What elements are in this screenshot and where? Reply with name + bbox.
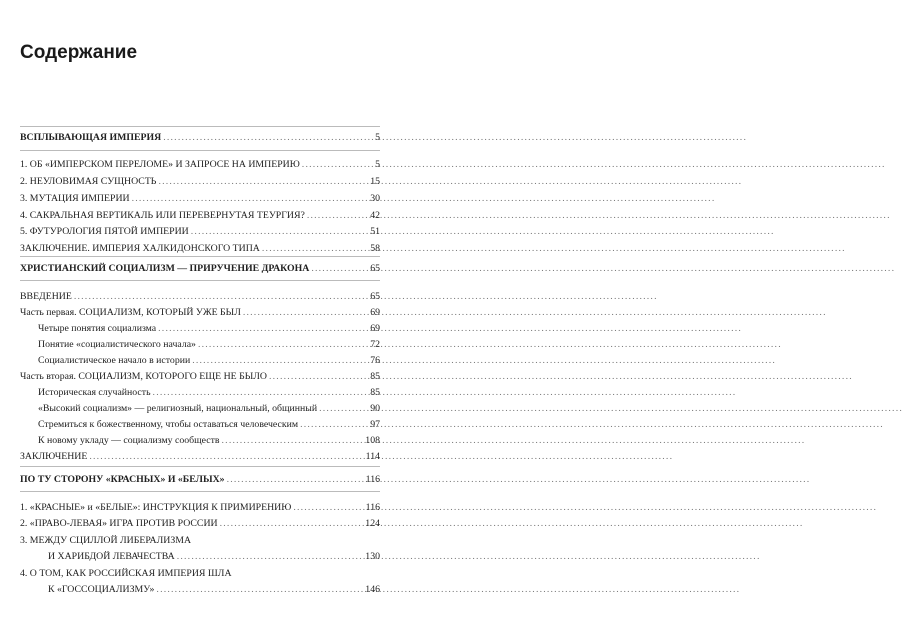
toc-entry: ЗАКЛЮЧЕНИЕ. ИМПЕРИЯ ХАЛКИДОНСКОГО ТИПА ..... 58: [20, 243, 380, 255]
divider: [20, 126, 380, 127]
toc-entry: 1. ОБ «ИМПЕРСКОМ ПЕРЕЛОМЕ» И ЗАПРОСЕ НА ИМПЕРИЮ ..... 5: [20, 159, 380, 171]
toc-entry: 3. МЕЖДУ СЦИЛЛОЙ ЛИБЕРАЛИЗМА: [20, 535, 192, 546]
divider: [20, 491, 380, 492]
divider: [20, 280, 380, 281]
toc-entry-section-2: ХРИСТИАНСКИЙ СОЦИАЛИЗМ — ПРИРУЧЕНИЕ ДРАКОНА ..... 65: [20, 263, 380, 275]
toc-page: [0, 0, 400, 632]
toc-entry: И ХАРИБДОЙ ЛЕВАЧЕСТВА ..... 130: [48, 551, 380, 563]
toc-entry: 4. О ТОМ, КАК РОССИЙСКАЯ ИМПЕРИЯ ШЛА: [20, 568, 232, 579]
toc-entry: Стремиться к божественному, чтобы оставаться человеческим ..... 97: [38, 419, 380, 431]
page-title: Содержание: [20, 42, 138, 63]
toc-entry: К новому укладу — социализму сообществ ..... 108: [38, 435, 380, 447]
toc-entry: «Высокий социализм» — религиозный, национальный, общинный ..... 90: [38, 403, 380, 415]
toc-entry: 1. «КРАСНЫЕ» и «БЕЛЫЕ»: ИНСТРУКЦИЯ К ПРИМИРЕНИЮ ..... 116: [20, 502, 380, 514]
toc-entry: 2. НЕУЛОВИМАЯ СУЩНОСТЬ ..... 15: [20, 176, 380, 188]
toc-entry: 2. «ПРАВО-ЛЕВАЯ» ИГРА ПРОТИВ РОССИИ ..... 124: [20, 518, 380, 530]
toc-entry-section-3: ПО ТУ СТОРОНУ «КРАСНЫХ» И «БЕЛЫХ» ..... 116: [20, 474, 380, 486]
toc-entry: ВВЕДЕНИЕ ..... 65: [20, 291, 380, 303]
toc-entry: К «ГОССОЦИАЛИЗМУ» ..... 146: [48, 584, 380, 596]
toc-entry: Историческая случайность ..... 85: [38, 387, 380, 399]
toc-entry: 5. ФУТУРОЛОГИЯ ПЯТОЙ ИМПЕРИИ ..... 51: [20, 226, 380, 238]
toc-entry-section-1: ВСПЛЫВАЮЩАЯ ИМПЕРИЯ ..... 5: [20, 132, 380, 144]
toc-entry: 4. САКРАЛЬНАЯ ВЕРТИКАЛЬ ИЛИ ПЕРЕВЕРНУТАЯ ТЕУРГИЯ? ..... 42: [20, 210, 380, 222]
toc-entry: Часть первая. СОЦИАЛИЗМ, КОТОРЫЙ УЖЕ БЫЛ ..... 69: [20, 307, 380, 319]
toc-entry: Понятие «социалистического начала» ..... 72: [38, 339, 380, 351]
divider: [20, 150, 380, 151]
divider: [20, 466, 380, 467]
toc-entry: 3. МУТАЦИЯ ИМПЕРИИ ..... 30: [20, 193, 380, 205]
toc-entry: Социалистическое начало в истории ..... 76: [38, 355, 380, 367]
toc-entry: Четыре понятия социализма ..... 69: [38, 323, 380, 335]
toc-entry: Часть вторая. СОЦИАЛИЗМ, КОТОРОГО ЕЩЕ НЕ БЫЛО ..... 85: [20, 371, 380, 383]
divider: [20, 256, 380, 257]
toc-entry: ЗАКЛЮЧЕНИЕ ..... 114: [20, 451, 380, 463]
